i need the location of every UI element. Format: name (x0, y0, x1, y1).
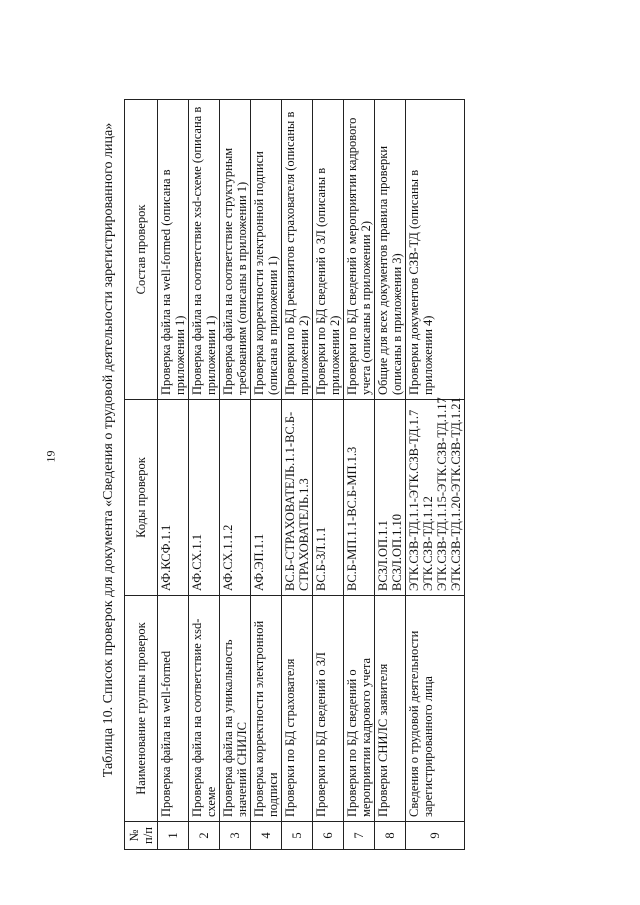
header-composition: Состав проверок (125, 100, 158, 400)
row-composition: Общие для всех документов правила проверки (описаны в приложении 3) (375, 100, 406, 400)
code-line: ЭТК.СЗВ-ТД.1.20-ЭТК.СЗВ-ТД.1.21 (449, 397, 463, 591)
row-composition: Проверка файла на соответствие xsd-схеме (описана в приложении 1) (189, 100, 220, 400)
row-codes (406, 397, 465, 596)
row-group-name: Проверки СНИЛС заявителя (375, 596, 406, 822)
row-number: 4 (251, 822, 282, 850)
row-codes: ВС.Б-МП.1.1-ВС.Б-МП.1.3 (344, 400, 375, 596)
row-codes: АФ.СХ.1.1.2 (220, 400, 251, 596)
row-composition: Проверки по БД сведений о мероприятии кадрового учета (описаны в приложении 2) (344, 100, 375, 400)
row-number: 7 (344, 822, 375, 850)
code-line: ВСЗЛ.ОП.1.1 (376, 520, 390, 591)
row-codes: ВС.Б-СТРАХОВАТЕЛЬ.1.1-ВС.Б-СТРАХОВАТЕЛЬ.1.3 (282, 400, 313, 596)
table-row (251, 100, 282, 850)
table-title: Таблица 10. Список проверок для документа «Сведения о трудовой деятельности зарегистрированного лица» (101, 122, 116, 778)
row-number: 1 (158, 822, 189, 850)
header-group-name: Наименование группы проверок (125, 596, 158, 822)
code-line: ЭТК.СЗВ-ТД.1.1-ЭТК.СЗВ-ТД.1.7 (407, 409, 421, 591)
table-row (313, 100, 344, 850)
row-codes (375, 400, 406, 596)
row-codes: АФ.ЭП.1.1 (251, 400, 282, 596)
table-row (189, 100, 220, 850)
row-number: 3 (220, 822, 251, 850)
header-number: № п/п (125, 822, 158, 850)
checks-table (124, 99, 465, 850)
row-codes: АФ.КСФ.1.1 (158, 400, 189, 596)
row-group-name: Проверки по БД сведений о мероприятии кадрового учета (344, 596, 375, 822)
row-composition: Проверка файла на соответствие структурным требованиям (описаны в приложении 1) (220, 100, 251, 400)
row-codes: АФ.СХ.1.1 (189, 400, 220, 596)
row-number: 8 (375, 822, 406, 850)
table-row (220, 100, 251, 850)
code-line: ЭТК.СЗВ-ТД.1.12 (421, 496, 435, 591)
table-row (375, 100, 406, 850)
row-number: 6 (313, 822, 344, 850)
row-group-name: Проверка файла на уникальность значений СНИЛС (220, 596, 251, 822)
row-number: 9 (406, 822, 465, 850)
table-row (282, 100, 313, 850)
row-group-name: Сведения о трудовой деятельности зарегистрированного лица (406, 596, 465, 822)
row-composition: Проверка файла на well-formed (описана в приложении 1) (158, 100, 189, 400)
row-group-name: Проверка файла на well-formed (158, 596, 189, 822)
page-number: 19 (43, 450, 58, 463)
code-line: ВСЗЛ.ОП.1.10 (390, 513, 404, 591)
row-group-name: Проверки по БД страхователя (282, 596, 313, 822)
rotated-page-content (36, 20, 596, 880)
row-number: 5 (282, 822, 313, 850)
table-row (406, 100, 465, 850)
row-composition: Проверки по БД реквизитов страхователя (описаны в приложении 2) (282, 100, 313, 400)
header-codes: Коды проверок (125, 400, 158, 596)
row-group-name: Проверка корректности электронной подписи (251, 596, 282, 822)
table-row (344, 100, 375, 850)
row-composition: Проверки по БД сведений о ЗЛ (описаны в приложении 2) (313, 100, 344, 400)
row-composition: Проверка корректности электронной подписи (описана в приложении 1) (251, 100, 282, 400)
row-group-name: Проверки по БД сведений о ЗЛ (313, 596, 344, 822)
table-header-row (125, 100, 158, 850)
row-composition: Проверки документов СЗВ-ТД (описаны в приложении 4) (406, 100, 465, 400)
code-line: ЭТК.СЗВ-ТД.1.15-ЭТК.СЗВ-ТД.1.17 (435, 397, 449, 591)
table-row (158, 100, 189, 850)
row-group-name: Проверка файла на соответствие xsd-схеме (189, 596, 220, 822)
row-codes: ВС.Б-ЗЛ.1.1 (313, 400, 344, 596)
row-number: 2 (189, 822, 220, 850)
